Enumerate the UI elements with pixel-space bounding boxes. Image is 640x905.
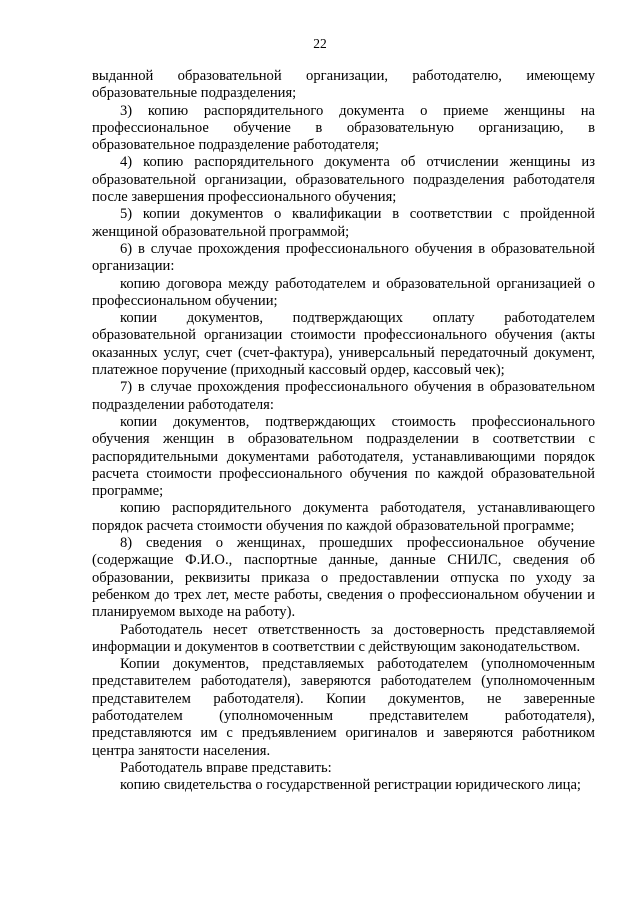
paragraph-item-6-contract: копию договора между работодателем и образовательной организацией о профессиональном обучении; bbox=[92, 275, 595, 309]
document-body bbox=[92, 68, 595, 794]
paragraph-responsibility: Работодатель несет ответственность за достоверность представляемой информации и документов в соответствии с действующим законодательством. bbox=[92, 621, 595, 655]
paragraph-item-6: 6) в случае прохождения профессионального обучения в образовательной организации: bbox=[92, 240, 595, 275]
paragraph-continuation: выданной образовательной организации, работодателю, имеющему образовательные подразделения; bbox=[92, 68, 595, 102]
paragraph-item-5: 5) копии документов о квалификации в соответствии с пройденной женщиной образовательной программой; bbox=[92, 206, 595, 240]
paragraph-item-3: 3) копию распорядительного документа о приеме женщины на профессиональное обучение в образовательную организацию, в образовательное подразделение работодателя; bbox=[92, 102, 595, 154]
paragraph-item-7-cost-docs: копии документов, подтверждающих стоимость профессионального обучения женщин в образовательном подразделении в соответствии с распорядительными документами работодателя, устанавливающими порядок расчета стоимости профессионального обучения по каждой образовательной программе; bbox=[92, 413, 595, 500]
paragraph-copies: Копии документов, представляемых работодателем (уполномоченным представителем работодателя), заверяются работодателем (уполномоченным представителем работодателя). Копии документов, не заверенные работодателем (уполномоченным представителем работодателя), представляются им с предъявлением оригиналов и заверяются работником центра занятости населения. bbox=[92, 656, 595, 759]
paragraph-item-6-payment: копии документов, подтверждающих оплату работодателем образовательной организации стоимости профессионального обучения (акты оказанных услуг, счет (счет-фактура), универсальный передаточный документ, платежное поручение (приходный кассовый ордер, кассовый чек); bbox=[92, 310, 595, 379]
paragraph-may-present: Работодатель вправе представить: bbox=[120, 759, 332, 776]
page-number: 22 bbox=[313, 36, 327, 51]
paragraph-item-4: 4) копию распорядительного документа об отчислении женщины из образовательной организации, образовательного подразделения работодателя после завершения профессионального обучения; bbox=[92, 154, 595, 206]
paragraph-item-8: 8) сведения о женщинах, прошедших профессиональное обучение (содержащие Ф.И.О., паспортные данные, данные СНИЛС, сведения об образовании, реквизиты приказа о предоставлении отпуска по уходу за ребенком до трех лет, месте работы, сведения о профессиональном обучении и планируемом выходе на работу). bbox=[92, 535, 595, 621]
paragraph-item-7: 7) в случае прохождения профессионального обучения в образовательном подразделении работодателя: bbox=[92, 379, 595, 413]
paragraph-registration-certificate: копию свидетельства о государственной регистрации юридического лица; bbox=[120, 777, 581, 794]
paragraph-item-7-order: копию распорядительного документа работодателя, устанавливающего порядок расчета стоимости обучения по каждой образовательной программе; bbox=[92, 500, 595, 534]
